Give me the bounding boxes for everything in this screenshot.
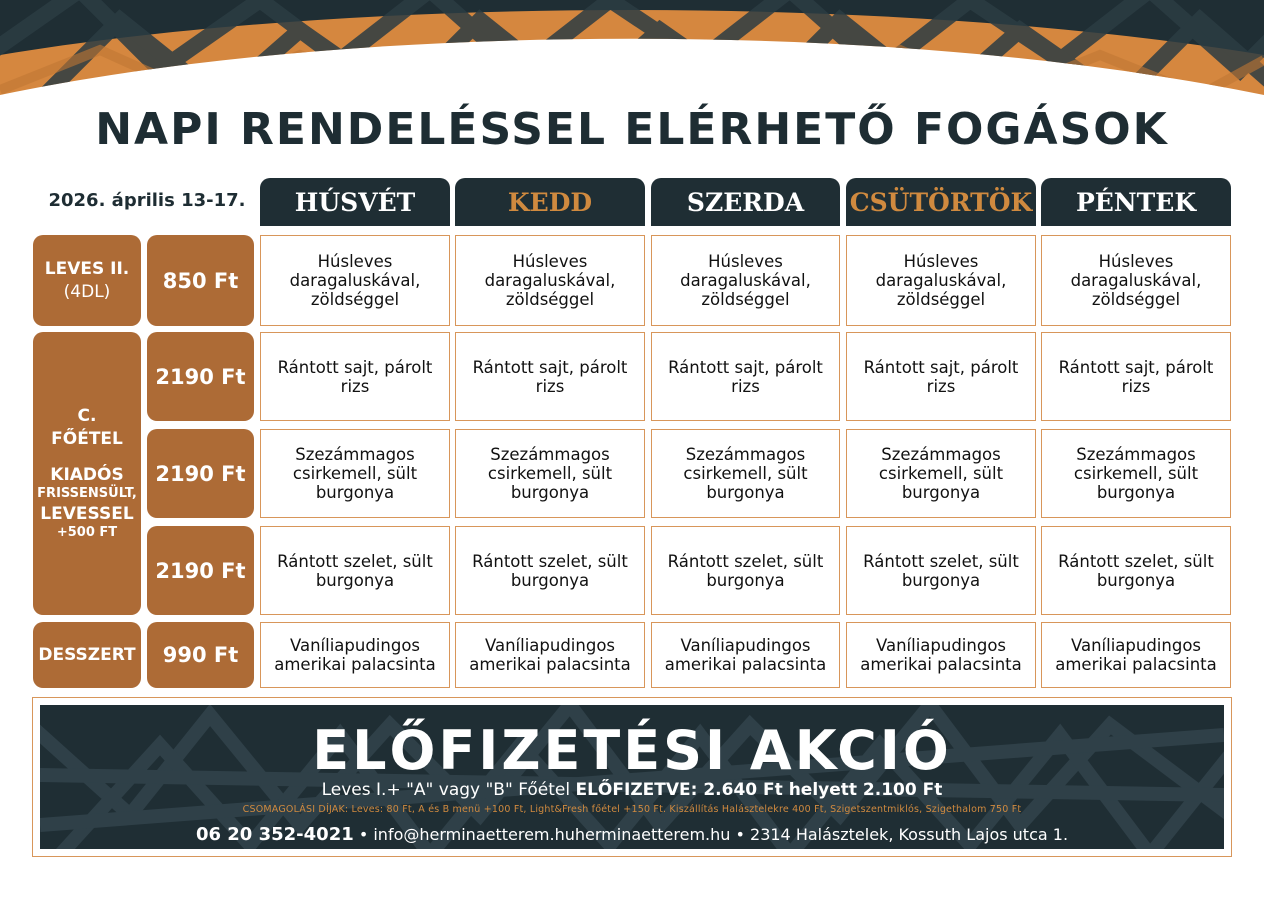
- category-foetel-c: C.: [77, 406, 97, 427]
- menu-cell: Rántott sajt, párolt rizs: [455, 332, 645, 421]
- promo-title: ELŐFIZETÉSI AKCIÓ: [312, 719, 952, 782]
- price-row-2: 2190 Ft: [147, 332, 254, 421]
- menu-cell: Rántott szelet, sült burgonya: [260, 526, 450, 615]
- category-foetel-friss: FRISSENSÜLT,: [37, 485, 137, 501]
- category-desszert: [33, 622, 141, 688]
- promo-contact: [40, 824, 1224, 845]
- menu-cell: Vaníliapudingos amerikai palacsinta: [455, 622, 645, 688]
- menu-cell: Rántott sajt, párolt rizs: [651, 332, 840, 421]
- day-header-kedd: KEDD: [455, 178, 645, 226]
- menu-cell: Szezámmagos csirkemell, sült burgonya: [1041, 429, 1231, 518]
- promo-offer: [40, 780, 1224, 800]
- menu-cell: Vaníliapudingos amerikai palacsinta: [260, 622, 450, 688]
- menu-cell: Rántott szelet, sült burgonya: [1041, 526, 1231, 615]
- menu-cell: Vaníliapudingos amerikai palacsinta: [846, 622, 1036, 688]
- price-row-4: 2190 Ft: [147, 526, 254, 615]
- promo-box: [40, 705, 1224, 849]
- day-header-pentek: PÉNTEK: [1041, 178, 1231, 226]
- menu-cell: Rántott szelet, sült burgonya: [651, 526, 840, 615]
- category-foetel-label: FŐÉTEL: [51, 428, 123, 449]
- menu-cell: Húsleves daragaluskával, zöldséggel: [1041, 235, 1231, 326]
- menu-cell: Szezámmagos csirkemell, sült burgonya: [260, 429, 450, 518]
- menu-cell: Rántott szelet, sült burgonya: [846, 526, 1036, 615]
- contact-phone: 06 20 352-4021: [195, 824, 354, 845]
- category-leves-size: (4DL): [63, 281, 111, 302]
- category-leves: [33, 235, 141, 326]
- page-title: NAPI RENDELÉSSEL ELÉRHETŐ FOGÁSOK: [95, 104, 1169, 155]
- promo-offer-text: Leves I.+ "A" vagy "B" Főétel: [321, 780, 576, 800]
- menu-cell: Vaníliapudingos amerikai palacsinta: [651, 622, 840, 688]
- category-leves-label: LEVES II.: [44, 259, 130, 280]
- promo-fees: CSOMAGOLÁSI DÍJAK: Leves: 80 Ft, A és B menü +100 Ft, Light&Fresh főétel +150 Ft. Kiszállítás Halásztelekre 400 Ft, Szigetszentmiklós, Szigethalom 750 Ft: [242, 804, 1022, 815]
- menu-cell: Rántott szelet, sült burgonya: [455, 526, 645, 615]
- category-foetel-kiados: KIADÓS: [50, 464, 124, 485]
- price-row-5: 990 Ft: [147, 622, 254, 688]
- decorative-banner: [0, 0, 1264, 100]
- menu-cell: Szezámmagos csirkemell, sült burgonya: [651, 429, 840, 518]
- menu-cell: Húsleves daragaluskával, zöldséggel: [651, 235, 840, 326]
- menu-cell: Rántott sajt, párolt rizs: [1041, 332, 1231, 421]
- category-desszert-label: DESSZERT: [38, 644, 136, 665]
- category-foetel-extra: +500 FT: [56, 524, 118, 540]
- menu-cell: Húsleves daragaluskával, zöldséggel: [260, 235, 450, 326]
- price-row-3: 2190 Ft: [147, 429, 254, 518]
- contact-address: 2314 Halásztelek, Kossuth Lajos utca 1.: [750, 825, 1069, 844]
- day-header-csutortok: CSÜTÖRTÖK: [846, 178, 1036, 226]
- menu-cell: Vaníliapudingos amerikai palacsinta: [1041, 622, 1231, 688]
- price-row-1: 850 Ft: [147, 235, 254, 326]
- menu-cell: Szezámmagos csirkemell, sült burgonya: [846, 429, 1036, 518]
- menu-cell: Húsleves daragaluskával, zöldséggel: [846, 235, 1036, 326]
- category-foetel-levessel: LEVESSEL: [40, 503, 134, 524]
- contact-email: info@herminaetterem.huherminaetterem.hu: [373, 825, 731, 844]
- day-header-szerda: SZERDA: [651, 178, 840, 226]
- menu-cell: Húsleves daragaluskával, zöldséggel: [455, 235, 645, 326]
- category-foetel: [33, 332, 141, 615]
- menu-cell: Szezámmagos csirkemell, sült burgonya: [455, 429, 645, 518]
- menu-cell: Rántott sajt, párolt rizs: [260, 332, 450, 421]
- week-date: 2026. április 13-17.: [48, 190, 246, 211]
- promo-offer-price: ELŐFIZETVE: 2.640 Ft helyett 2.100 Ft: [575, 780, 943, 800]
- contact-separator: •: [353, 825, 374, 844]
- menu-cell: Rántott sajt, párolt rizs: [846, 332, 1036, 421]
- day-header-husvet: HÚSVÉT: [260, 178, 450, 226]
- contact-separator: •: [730, 825, 751, 844]
